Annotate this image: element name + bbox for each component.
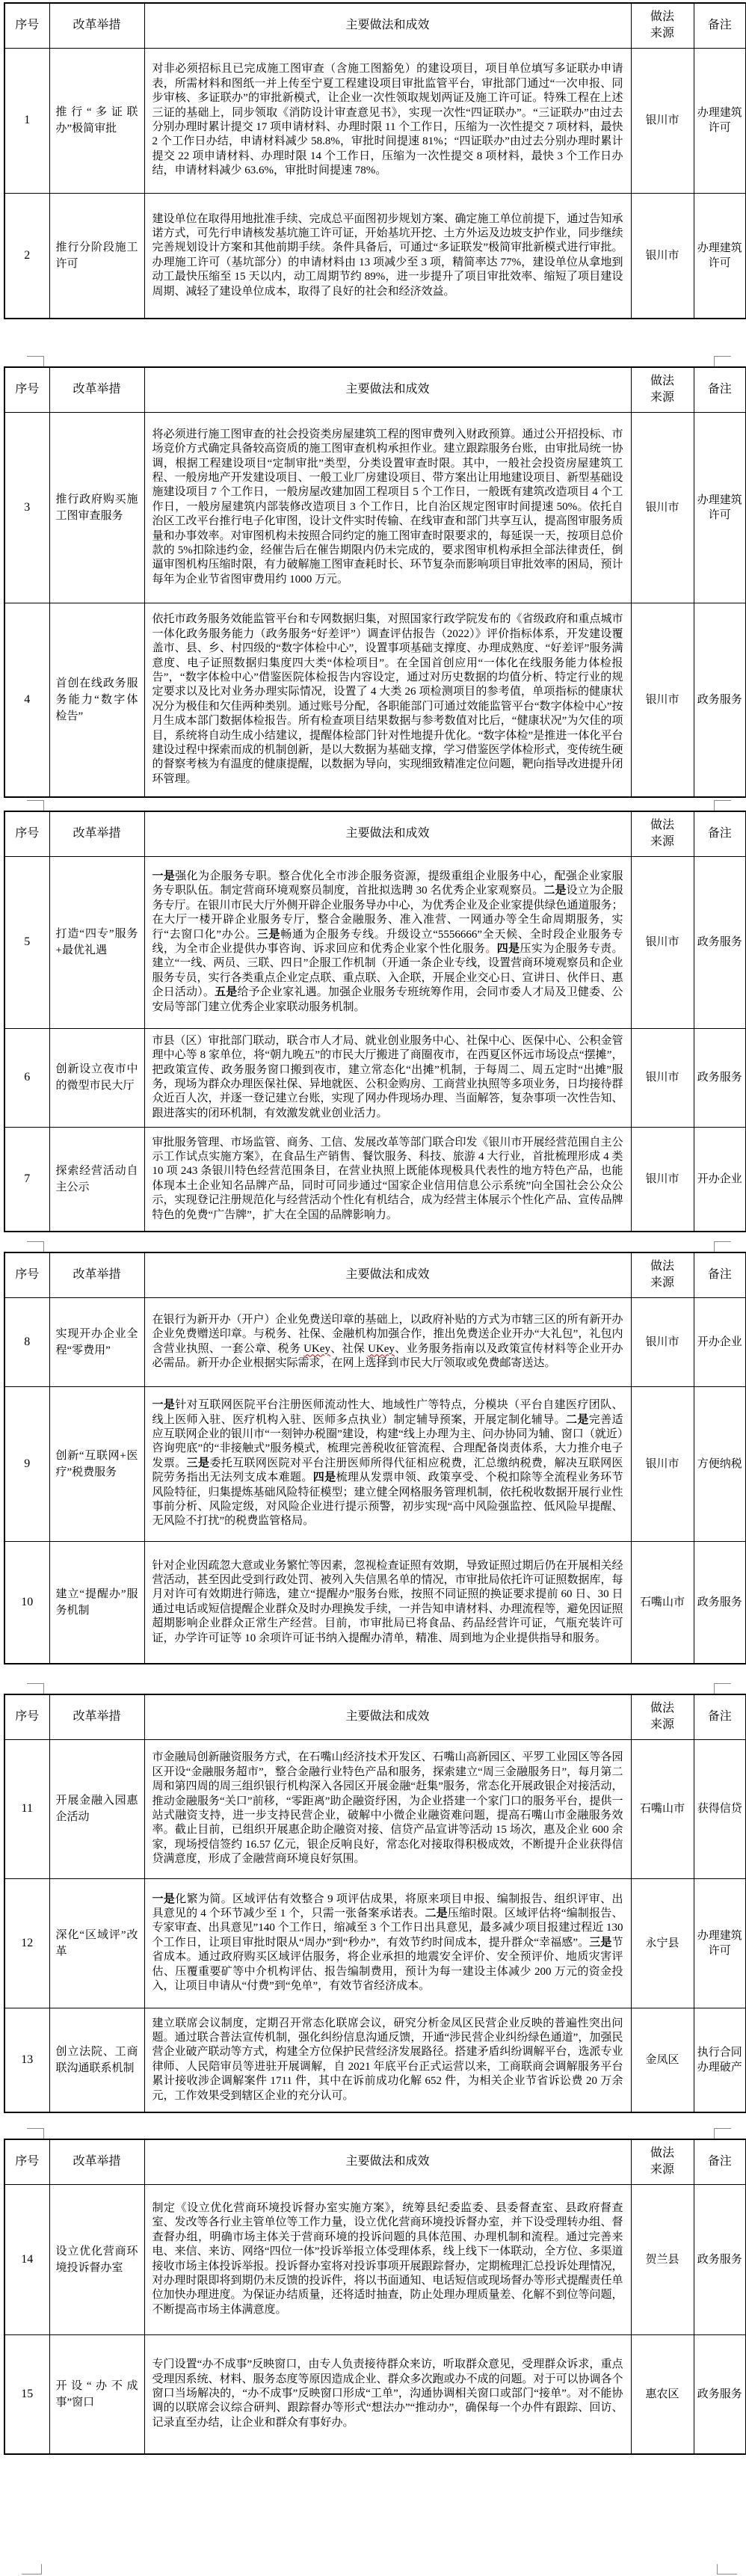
- table-row: [4, 856, 746, 1028]
- cell-no: 13: [4, 2008, 49, 2112]
- cell-measure: 推行政府购买施工图审查服务: [49, 412, 144, 603]
- cell-source: 银川市: [631, 1028, 694, 1127]
- page-margin-mark: [22, 2564, 42, 2575]
- column-header-source-line2: 来源: [650, 27, 674, 40]
- cell-note: 政务服务: [694, 1541, 746, 1664]
- column-header-source: [631, 1252, 694, 1297]
- table-row: [4, 1028, 746, 1127]
- cell-no: 3: [4, 412, 49, 603]
- column-header-source: [631, 367, 694, 412]
- column-header-measure: 改革举措: [49, 1252, 144, 1297]
- column-header-content: 主要做法和成效: [144, 2139, 631, 2184]
- column-header-measure: 改革举措: [49, 367, 144, 412]
- cell-note: 方便纳税: [694, 1386, 746, 1541]
- cell-no: 10: [4, 1541, 49, 1664]
- page-margin-mark: [27, 1241, 44, 1252]
- cell-content: [144, 193, 631, 319]
- reform-table: [4, 1694, 746, 2113]
- content-segment: 三是: [186, 1457, 210, 1469]
- page-margin-mark: [27, 356, 44, 366]
- cell-source: 贺兰县: [631, 2184, 694, 2334]
- column-header-source-line2: 来源: [650, 2163, 674, 2177]
- cell-no: 6: [4, 1028, 49, 1127]
- cell-no: 1: [4, 48, 49, 193]
- content-segment: 审批服务管理、市场监管、商务、工信、发展改革等部门联合印发《银川市开展经营范围自主公示工作试点实施方案》，在食品生产销售、餐饮服务、科技、旅游 4 大行业，首批梳理形成 4 类 10 项 243 条银川特色经营范围条目，在营业执照上既能体现极具代表性的地方特色产品，也能体现本土企业知名品牌产品，同时可同步通过“国家企业信用信息公示系统”向全国社会公众公示，实现登记注册规范化与经营活动个性化有机结合，成为经营主体展示个性化产品、宣传品牌特色的免费“广告牌”，扩大在全国的品牌影响力。: [152, 1136, 623, 1221]
- cell-source: 银川市: [631, 193, 694, 319]
- content-segment: 建立联席会议制度，定期召开常态化联席会议，研究分析金凤区民营企业反映的普遍性突出问题。通过联合普法宣传机制，强化纠纷信息沟通反馈，开通“涉民营企业纠纷绿色通道”，加强民营企业破产联动等方式，构建全方位保护民营经济发展路径。搭建矛盾纠纷调解平台，选派专业律师、人民陪审员等进驻开展调解，自 2021 年底平台正式运营以来，工商联商会调解服务平台累计接收涉企调解案件 1711 件，其中在诉前成功化解 652 件，为相关企业节省诉讼费 20 万余元，工作效果受到辖区企业的充分认可。: [152, 2017, 623, 2102]
- cell-no: 7: [4, 1127, 49, 1232]
- cell-source: 银川市: [631, 856, 694, 1028]
- cell-source: 惠农区: [631, 2334, 694, 2454]
- cell-content: [144, 2184, 631, 2334]
- content-segment: 节省成本。通过政府购买区域评估服务，将企业承担的地震安全评价、安全预评价、地质灾害评估、压覆重要矿等中介机构评估、报告编制费用，预计为每一建设主体减少 200 万元的资金投入，让项目申请从“付费”到“免单”，有效节省经济成本。: [152, 1936, 623, 1993]
- page-gap: [0, 1232, 746, 1252]
- cell-source: 石嘴山市: [631, 1541, 694, 1664]
- cell-no: 4: [4, 603, 49, 797]
- cell-content: [144, 1541, 631, 1664]
- content-segment: 二是: [565, 1413, 589, 1426]
- cell-measure: 创立法院、工商联沟通联系机制: [49, 2008, 144, 2112]
- content-segment: 一是: [152, 870, 176, 882]
- cell-source: 银川市: [631, 603, 694, 797]
- cell-content: [144, 48, 631, 193]
- column-header-no: 序号: [4, 367, 49, 412]
- header-row: [4, 1694, 746, 1739]
- page-margin-mark: [714, 1241, 731, 1252]
- page-bottom-margin: [0, 2455, 746, 2576]
- header-row: [4, 811, 746, 856]
- content-segment: 一是: [152, 1893, 176, 1905]
- column-header-source: [631, 2139, 694, 2184]
- column-header-source: [631, 811, 694, 856]
- column-header-source-line2: 来源: [650, 835, 674, 849]
- page-margin-mark: [714, 800, 731, 811]
- cell-note: 政务服务: [694, 856, 746, 1028]
- content-segment: 强化为企服务专职。整合优化全市涉企服务资源，提级重组企业服务中心，配强企业家服务专职队伍。制定营商环境观察员制度，首批拟选聘 30 名优秀企业家观察员。: [152, 870, 623, 897]
- column-header-source-line1: 做法: [650, 2147, 674, 2160]
- content-segment: 将必须进行施工图审查的社会投资类房屋建筑工程的图审费列入财政预算。通过公开招投标、市场竞价方式确定具备较高资质的施工图审查机构承担作业。建立跟踪服务台账，由审批局统一协调，根据工程建设项目“定制审批”类型，分类设置审查时限。其中，一般社会投资房屋建筑工程、一般房地产开发建设项目、一般工业厂房建设项目、带方案出让用地建设项目、新型基础设施建设项目 7 个工作日，一般房屋改建加固工程项目 5 个工作日，一般既有建筑改造项目 4 个工作日，一般房屋建筑内部装修改造项目 3 个工作日，比自治区规定图审时间提速 50%。依托自治区工改平台推行电子化审图，设计文件实时传输、在线审查和部门共享互认，提高图审服务质量和办事效率。对审图机构未按照合同约定的施工图审查时限要求的，每延误一天，按项目总价款的 5%扣除违约金，经催告后在催告期限内仍未完成的，要求图审机构承担全部法律责任，倒逼审图机构压缩时限，有力破解施工图审查耗时长、环节复杂而影响项目审批效率的困局，预计每年为企业节省图审费用约 1000 万元。: [152, 428, 623, 585]
- column-header-no: 序号: [4, 2139, 49, 2184]
- content-segment: 针对企业因疏忽大意或业务繁忙等因素，忽视检查证照有效期，导致证照过期后仍在开展相关经营活动，甚至因此受到行政处罚、被列入失信黑名单的情况，市审批局依托许可证照数据库，每月对许可有效期进行筛选，建立“提醒办”服务台账，按照不同证照的换证要求提前 60 日、30 日通过电话或短信提醒企业群众及时办理换发手续，一并告知申请材料、办理流程等，避免因证照超期影响企业群众正常生产经营。目前，市审批局已将食品、药品经营许可证，气瓶充装许可证，办学许可证等 10 余项许可证书纳入提醒办清单，精准、周到地为企业提供指导和服务。: [152, 1559, 623, 1644]
- page-margin-mark: [717, 2564, 737, 2575]
- cell-note: 政务服务: [694, 2334, 746, 2454]
- cell-note: 办理建筑许可: [694, 412, 746, 603]
- page-margin-mark: [27, 1683, 44, 1694]
- content-segment: 五是: [215, 986, 238, 999]
- cell-measure: 实现开办企业全程“零费用”: [49, 1297, 144, 1386]
- cell-source: 银川市: [631, 1297, 694, 1386]
- cell-no: 11: [4, 1739, 49, 1878]
- cell-source: 银川市: [631, 412, 694, 603]
- cell-measure: 探索经营活动自主公示: [49, 1127, 144, 1232]
- cell-content: [144, 1127, 631, 1232]
- column-header-source-line2: 来源: [650, 391, 674, 405]
- table-row: [4, 2008, 746, 2112]
- content-segment: UKey: [303, 1342, 330, 1355]
- column-header-measure: 改革举措: [49, 811, 144, 856]
- content-segment: 压实为企服务专责。建立“一线、两员、三联、四日”企服工作机制（开通一条企业专线，设置营商环境观察员和企业服务专员，实行各类重点企业定点联、重点联、入企联，开展企业交心日、宣讲日、伙伴日、惠企日活动）。: [152, 943, 623, 999]
- header-row: [4, 367, 746, 412]
- column-header-content: 主要做法和成效: [144, 1694, 631, 1739]
- content-segment: 制定《设立优化营商环境投诉督办室实施方案》，统筹县纪委监委、县委督查室、县政府督查室、发改等各行业主管单位等工作力量，设立优化营商环境投诉督办室，并下设受理转办组、督查督办组，明确市场主体关于营商环境的投诉问题的具体范围、办理机制和流程。通过完善来电、来信、来访、网络“四位一体”投诉举报立体受理体系，线上线下一体联动，全方位、多渠道接收市场主体投诉举报。投诉督办室将对投诉事项开展跟踪督办，定期梳理汇总投诉处理情况，对办理时限即将到期仍未反馈的投诉件，将以书面通知、电话短信或现场督办等形式提醒责任单位加快办理进度。为保证办结质量，还将适时抽查，防止处理办理质量差、化解不到位等问题，不断提高市场主体满意度。: [152, 2201, 623, 2316]
- cell-content: [144, 603, 631, 797]
- cell-content: [144, 2008, 631, 2112]
- page-margin-mark: [714, 2128, 731, 2139]
- content-segment: 市县（区）审批部门联动，联合市人才局、就业创业服务中心、社保中心、医保中心、公积金管理中心等 8 家单位，将“朝九晚五”的市民大厅搬进了商圈夜市，在西夏区怀远市场设点“摆摊”，把政策宣传、政务服务窗口搬到夜市，建立常态化“出摊”机制，于每周二、周五定时“出摊”服务，现场为群众办理医保社保、异地就医、公积金购房、工商营业执照等多项业务，日均接待群众近百人次，并逐一登记建立台账，实现了网办件现场办理、当面解答，复杂事项一次性告知、跟进落实的闭环机制，有效激发就业创业活力。: [152, 1034, 623, 1119]
- cell-measure: 开展金融入园惠企活动: [49, 1739, 144, 1878]
- content-segment: 对非必须招标且已完成施工图审查（含施工图豁免）的建设项目，项目单位填写多证联办申请表，所需材料和图纸一并上传至宁夏工程建设项目审批监管平台，审批部门通过“一次申报、同步审核、多证联办”的审批新模式，让企业一次性领取规划两证及施工许可证。特殊工程在上述三证的基础上，同步领取《消防设计审查意见书》，实现一次性“四证联办”。“三证联办”由过去分别办理时累计提交 17 项申请材料、办理时限 11 个工作日，压缩为一次性提交 7 项材料，最快 2 个工作日办结，申请材料减少 58.8%，审批时间提速 81%；“四证联办”由过去分别办理时累计提交 22 项申请材料、办理时限 14 个工作日，压缩为一次性提交 8 项材料，最快 3 个工作日办结，申请材料减少 63.6%，审批时间提速 78%。: [152, 63, 623, 177]
- column-header-source-line2: 来源: [650, 1718, 674, 1732]
- content-segment: 完善适应互联网企业的银川市“一刻钟办税圈”建设，构建“线上办理为主、问办协同为辅、窗口（就近）咨询兜底”的“非接触式”服务模式，梳理完善税收征管流程、合理配备岗责体系，大力推介电子发票。: [152, 1413, 623, 1469]
- cell-source: 银川市: [631, 1386, 694, 1541]
- column-header-source-line1: 做法: [650, 10, 674, 24]
- column-header-note: 备注: [694, 367, 746, 412]
- column-header-source: [631, 3, 694, 48]
- reform-table: [4, 366, 746, 798]
- cell-no: 2: [4, 193, 49, 319]
- content-segment: 建设单位在取得用地批准手续、完成总平面图初步规划方案、确定施工单位前提下，通过告知承诺方式，可先行申请核发基坑施工许可证，开始基坑开挖、土方外运及边坡支护作业，同步继续完善规划设计方案和其他前期手续。条件具备后，可通过“多证联发”极简审批新模式进行审批。办理施工许可（基坑部分）的申请材料由 13 项减少至 3 项，精简率达 77%，建设单位从拿地到动工最快压缩至 15 天以内，动工周期节约 89%，进一步提升了项目审批效率、缩短了项目建设周期、减轻了建设单位成本，取得了良好的社会和经济效益。: [152, 212, 623, 298]
- cell-note: 办理建筑许可: [694, 193, 746, 319]
- column-header-no: 序号: [4, 1694, 49, 1739]
- cell-content: [144, 1297, 631, 1386]
- table-row: [4, 48, 746, 193]
- cell-note: 获得信贷: [694, 1739, 746, 1878]
- cell-measure: 创新设立夜市中的微型市民大厅: [49, 1028, 144, 1127]
- content-segment: 、业务服务指南以及政策宣传材料等企业开办必需品。新开办企业根据实际需求，在网上选择到市民大厅领取或免费邮寄送达。: [152, 1342, 623, 1369]
- cell-note: 办理建筑许可: [694, 1878, 746, 2008]
- header-row: [4, 2139, 746, 2184]
- content-segment: 三是: [256, 928, 281, 941]
- content-segment: 二是: [425, 1907, 448, 1919]
- page-gap: [0, 2113, 746, 2139]
- column-header-source: [631, 1694, 694, 1739]
- reform-table: [4, 811, 746, 1232]
- table-row: [4, 1541, 746, 1664]
- cell-measure: 推行“多证联办”极简审批: [49, 48, 144, 193]
- cell-source: 金凤区: [631, 2008, 694, 2112]
- cell-content: [144, 2334, 631, 2454]
- cell-content: [144, 856, 631, 1028]
- table-row: [4, 1739, 746, 1878]
- content-segment: 化繁为简。区域评估有效整合 9 项评估成果，将原来项目申报、编制报告、组织评审、出具意见的 4 个环节减少至 1 个，只需一张备案承诺表。: [152, 1893, 623, 1919]
- column-header-content: 主要做法和成效: [144, 367, 631, 412]
- cell-measure: 深化“区域评”改革: [49, 1878, 144, 2008]
- column-header-source-line2: 来源: [650, 1276, 674, 1290]
- page-margin-mark: [27, 2128, 44, 2139]
- content-segment: 委托互联网医院对平台注册医师所得代征相应税费，汇总缴纳税费，解决互联网医院劳务指出无法列支成本难题。: [152, 1457, 623, 1484]
- page-margin-mark: [714, 356, 731, 366]
- page-margin-mark: [27, 800, 44, 811]
- content-segment: 针对互联网医院平台注册医师流动性大、地域性广等特点，分模块（平台自建医疗团队、线上医师入驻、医疗机构入驻、医师多点执业）制定辅导预案，开展定制化辅导。: [152, 1399, 623, 1426]
- cell-no: 9: [4, 1386, 49, 1541]
- content-segment: 三是: [589, 1936, 612, 1949]
- page-gap: [0, 798, 746, 811]
- table-row: [4, 2184, 746, 2334]
- cell-note: 开办企业: [694, 1297, 746, 1386]
- page-gap: [0, 319, 746, 366]
- table-row: [4, 1386, 746, 1541]
- column-header-no: 序号: [4, 3, 49, 48]
- page-gap: [0, 1664, 746, 1694]
- content-segment: UKey: [368, 1342, 395, 1355]
- header-row: [4, 3, 746, 48]
- cell-content: [144, 412, 631, 603]
- reform-table: [4, 1252, 746, 1664]
- table-row: [4, 1297, 746, 1386]
- cell-source: 银川市: [631, 1127, 694, 1232]
- column-header-note: 备注: [694, 2139, 746, 2184]
- cell-no: 5: [4, 856, 49, 1028]
- content-segment: 畅通为企服务专线。升级设立“5556666”全天候、全时段企业服务专线，为全市企业提供办事咨询、诉求回应和优秀企业家个性化服务: [152, 928, 623, 955]
- reform-table: [4, 2, 746, 319]
- table-row: [4, 193, 746, 319]
- cell-no: 8: [4, 1297, 49, 1386]
- header-row: [4, 1252, 746, 1297]
- cell-no: 12: [4, 1878, 49, 2008]
- column-header-source-line1: 做法: [650, 819, 674, 832]
- column-header-note: 备注: [694, 1694, 746, 1739]
- table-row: [4, 412, 746, 603]
- content-segment: 依托市政务服务效能监管平台和专网数据归集，对照国家行政学院发布的《省级政府和重点城市一体化政务服务能力（政务服务“好差评”）调查评估报告（2022）》评价指标体系，开发建设覆盖市、县、乡、村四级的“数字体检中心”，设置事项基础支撑度、办理成熟度、“好差评”服务满意度、电子证照数据归集度四大类“体检项目”。在全国首创应用“一体化在线服务能力体检报告”，“数字体检中心”借鉴医院体检报告内容设定，通过对历史数据的均值分析、特定行业的规定要求以及比对业务办理实际情况，设置了 4 大类 26 项检测项目的参考值，单项指标的健康状况分为极佳和欠佳两种类别。通过账号分配，各职能部门可通过效能监管平台“数字体检中心”按月生成本部门数据体检报告。所有检查项目结果数据与参考数值对比后，“健康状况”为欠佳的项目，系统将自动生成小结建议，提醒体检部门针对性地提升优化。“数字体检”是推进一体化平台建设过程中探索而成的机制创新，是以大数据为基础支撑，学习借鉴医学体检形式，变传统生硬的督察考核为有温度的健康提醒，以数据为导向，实现细致精准定位问题，靶向指导改进提升闭环管理。: [152, 613, 623, 785]
- cell-measure: 创新“互联网+医疗”税费服务: [49, 1386, 144, 1541]
- cell-content: [144, 1739, 631, 1878]
- cell-measure: 设立优化营商环境投诉督办室: [49, 2184, 144, 2334]
- cell-no: 15: [4, 2334, 49, 2454]
- reform-table: [4, 2139, 746, 2455]
- cell-content: [144, 1878, 631, 2008]
- table-row: [4, 2334, 746, 2454]
- column-header-no: 序号: [4, 1252, 49, 1297]
- content-segment: 四是: [312, 1472, 336, 1484]
- content-segment: 专门设置“办不成事”反映窗口，由专人负责接待群众来访，听取群众意见，受理群众诉求，重点受理因系统、材料、服务态度等原因造成企业、群众多次跑或办不成的问题。对于可以协调各个窗口当场解决的，“办不成事”反映窗口形成“工单”，沟通协调相关窗口或部门“接单”。对不能协调的以联席会议综合研判、跟踪督办等形式“想法办”“推动办”，确保每一个办件有跟踪、回访、记录直至办结，让企业和群众有事好办。: [152, 2358, 623, 2429]
- cell-source: 永宁县: [631, 1878, 694, 2008]
- content-segment: 设立为企服务专厅。在银川市民大厅外侧开辟企业服务导办中心，为优秀企业及企业家提供绿色通道服务；在大厅一楼开辟企业服务专厅，整合金融服务、准入准营、一网通办等全生命周期服务，实行“去窗口化”办公。: [152, 885, 623, 941]
- content-segment: 一是: [152, 1399, 176, 1412]
- column-header-note: 备注: [694, 1252, 746, 1297]
- cell-measure: 开设“办不成事”窗口: [49, 2334, 144, 2454]
- content-segment: 二是: [543, 885, 567, 897]
- column-header-measure: 改革举措: [49, 2139, 144, 2184]
- content-segment: 梳理从发票申领、政策享受、个税扣除等全流程业务环节风险特征，归集提炼基础风险特征模型；建立健全网格服务管理机制，依托税收数据开展行业性事前分析、风险定级，对风险企业进行提示预警，初步实现“高中风险强监控、低风险早提醒、无风险不打扰”的税费监管格局。: [152, 1472, 623, 1528]
- table-row: [4, 603, 746, 797]
- column-header-note: 备注: [694, 3, 746, 48]
- cell-note: 办理建筑许可: [694, 48, 746, 193]
- content-segment: 压缩时限。区域评估将“编制报告、专家审查、出具意见”140 个工作日，缩减至 3 个工作日出具意见，最多减少项目报建过程近 130 个工作日，让项目审批时限从“周办”到“秒办”，有效节约时间成本，提升群众“幸福感”。: [152, 1907, 623, 1949]
- content-segment: 给予企业家礼遇。加强企业服务专班统筹作用，会同市委人才局及卫健委、公安局等部门建立优秀企业家联动服务机制。: [152, 986, 623, 1013]
- cell-source: 石嘴山市: [631, 1739, 694, 1878]
- column-header-content: 主要做法和成效: [144, 3, 631, 48]
- column-header-no: 序号: [4, 811, 49, 856]
- cell-note: 开办企业: [694, 1127, 746, 1232]
- cell-content: [144, 1386, 631, 1541]
- content-segment: 、社保: [330, 1342, 369, 1355]
- column-header-content: 主要做法和成效: [144, 811, 631, 856]
- column-header-measure: 改革举措: [49, 3, 144, 48]
- cell-measure: 打造“四专”服务+最优礼遇: [49, 856, 144, 1028]
- cell-measure: 推行分阶段施工许可: [49, 193, 144, 319]
- cell-source: 银川市: [631, 48, 694, 193]
- column-header-source-line1: 做法: [650, 1260, 674, 1273]
- cell-measure: 首创在线政务服务能力“数字体检告”: [49, 603, 144, 797]
- table-row: [4, 1878, 746, 2008]
- column-header-note: 备注: [694, 811, 746, 856]
- page-margin-mark: [714, 1683, 731, 1694]
- content-segment: 四是: [496, 943, 520, 955]
- content-segment: 市金融局创新融资服务方式，在石嘴山经济技术开发区、石嘴山高新园区、平罗工业园区等各园区开设“金融服务超市”，整合金融行业特色产品和服务，探索建立“周三金融服务日”，每月第二周和第四周的周三组织银行机构深入各园区开展金融“赶集”服务，常态化开展政银企对接活动，推动金融服务“关口”前移，“零距离”助企融资纾困，为企业搭建一个家门口的服务平台，提供一站式融资支持，进一步支持民营企业，破解中小微企业融资难问题，提高石嘴山市金融服务效率。截止目前，已组织开展惠企助企融资对接、信贷产品宣讲等活动 15 场次，惠及企业 600 余家，现场授信签约 16.57 亿元，银企反响良好，常态化对接取得积极成效，不断提升企业获得信贷满意度，形成了金融营商环境良好氛围。: [152, 1751, 623, 1866]
- column-header-measure: 改革举措: [49, 1694, 144, 1739]
- cell-note: 政务服务: [694, 1028, 746, 1127]
- content-segment: 。: [485, 943, 497, 955]
- table-row: [4, 1127, 746, 1232]
- cell-no: 14: [4, 2184, 49, 2334]
- cell-note: 政务服务: [694, 603, 746, 797]
- content-segment: 在银行为新开办（开户）企业免费送印章的基础上，以政府补贴的方式为市辖三区的所有新开办企业免费赠送印章。与税务、社保、金融机构加强合作，推出免费送企业开办“大礼包”，礼包内含营业执照、一套公章、税务: [152, 1313, 623, 1355]
- column-header-source-line1: 做法: [650, 1702, 674, 1715]
- cell-note: 政务服务: [694, 2184, 746, 2334]
- column-header-content: 主要做法和成效: [144, 1252, 631, 1297]
- cell-measure: 建立“提醒办”服务机制: [49, 1541, 144, 1664]
- cell-note: 执行合同办理破产: [694, 2008, 746, 2112]
- column-header-source-line1: 做法: [650, 375, 674, 388]
- cell-content: [144, 1028, 631, 1127]
